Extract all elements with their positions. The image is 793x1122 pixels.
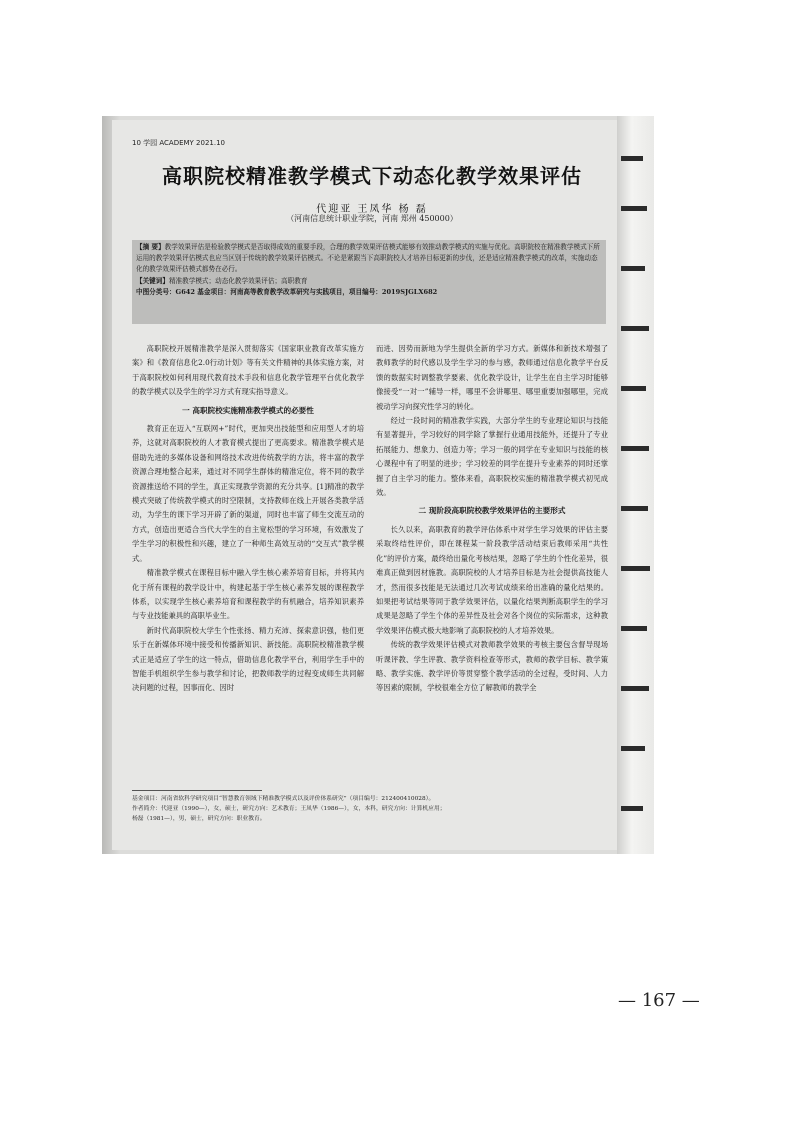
adjacent-text-fragment — [621, 506, 648, 511]
section-heading-2: 二 现阶段高职院校教学效果评估的主要形式 — [418, 506, 566, 516]
footnote-line: 杨磊（1981—），男，硕士，研究方向：职业教育。 — [132, 816, 266, 822]
intro-paragraph: 高职院校开展精准教学是深入贯彻落实《国家职业教育改革实施方案》和《教育信息化2.0行动计划》等有关文件精神的具体实施方案，对于高职院校如何利用现代教育技术手段和信息化教学管理平台优化教学的教学模式以及学生的学习方式有现实指导意义。 — [132, 344, 364, 397]
adjacent-text-fragment — [621, 326, 649, 331]
adjacent-text-fragment — [621, 386, 646, 391]
scanned-page-photo — [102, 116, 654, 854]
adjacent-page-edge — [617, 116, 654, 854]
body-paragraph: 传统的教学效果评估模式对教师教学效果的考核主要包含督导现场听课评教、学生评教、教学资料检查等形式，教师的教学目标、教学策略、教学实施、教学评价等贯穿整个教学活动的全过程，受时间、人力等因素的限制，学校很难全方位了解教师的教学全 — [376, 640, 608, 693]
keywords-text: 精准教学模式；动态化教学效果评估；高职教育 — [168, 276, 308, 285]
adjacent-text-fragment — [621, 206, 647, 211]
adjacent-text-fragment — [621, 626, 647, 631]
body-paragraph: 新时代高职院校大学生个性张扬、精力充沛、探索意识强，他们更乐于在新媒体环境中接受和传播新知识、新技能。高职院校精准教学模式正是适应了学生的这一特点，借助信息化教学平台，利用学生手中的智能手机组织学生参与教学和讨论，把教师教学的过程变成师生共同解决问题的过程，因事而化、因时 — [132, 625, 364, 693]
adjacent-text-fragment — [621, 266, 645, 271]
page-number: — 167 — — [618, 990, 700, 1011]
footnote-line: 作者简介：代迎亚（1990—），女，硕士，研究方向：艺术教育；王凤华（1986—），女，本科，研究方向：计算机应用； — [132, 806, 446, 812]
body-paragraph: 教育正在迈入“互联网+”时代，更加突出技能型和应用型人才的培养，这就对高职院校的人才教育模式提出了更高要求。精准教学模式是借助先进的多媒体设备和网络技术改进传统教学的方法，将丰富的教学资源合理地整合起来，通过对不同学生群体的精准定位，将不同的教学资源推送给不同的学生，真正实现教学资源的充分共享。[1]精准的教学模式突破了传统教学模式的时空限制，支持教师在线上开展各类教学活动，为学生的课下学习开辟了新的渠道，同时也丰富了师生交流互动的方式，创造出更适合当代大学生的自主宽松型的学习环境，有效激发了学生学习的积极性和兴趣，建立了一种师生高效互动的“交互式”教学模式。 — [132, 424, 364, 563]
article-title: 高职院校精准教学模式下动态化教学效果评估 — [162, 164, 582, 188]
running-head: 10 学园 ACADEMY 2021.10 — [132, 139, 225, 147]
body-paragraph: 长久以来，高职教育的教学评估体系中对学生学习效果的评估主要采取终结性评价，即在课程某一阶段教学活动结束后教师采用“共性化”的评价方案，最终给出量化考核结果，忽略了学生的个性化差异，很难真正做到因材施教。高职院校的人才培养目标是为社会提供高技能人才，然而很多技能是无法通过几次考试成绩来给出准确的量化结果的。如果把考试结果等同于教学效果评估，以量化结果判断高职学生的学习成果是忽略了学生个体的差异性及社会对各个岗位的实际需求，这种教学效果评估模式极大地影响了高职院校的人才培养效果。 — [376, 524, 608, 635]
left-column — [132, 342, 364, 696]
abstract-paragraph — [136, 242, 602, 276]
abstract-text: 教学效果评估是检验教学模式是否取得成效的重要手段，合理的教学效果评估模式能够有效推动教学模式的实施与优化。高职院校在精准教学模式下所运用的教学效果评估模式也应当区别于传统的教学效果评估模式。不论是紧跟当下高职院校人才培养目标更新的步伐，还是适应精准教学模式的改革，实施动态化的教学效果评估模式都势在必行。 — [136, 243, 600, 274]
adjacent-text-fragment — [621, 686, 649, 691]
body-paragraph: 而进、因势而新地为学生提供全新的学习方式。新媒体和新技术增强了教师教学的时代感以及学生学习的参与感，教师通过信息化教学平台反馈的数据实时调整教学要素、优化教学设计，让学生在自主学习时能够像接受“一对一”辅导一样，哪里不会讲哪里、哪里重要加强哪里，完成被动学习向探究性学习的转化。 — [376, 344, 608, 411]
article-page — [112, 120, 617, 850]
footnote — [132, 794, 612, 824]
section-heading-1: 一 高职院校实施精准教学模式的必要性 — [182, 405, 314, 415]
article-authors: 代迎亚 王凤华 杨 磊 — [316, 204, 428, 215]
adjacent-text-fragment — [621, 566, 650, 571]
abstract-box — [132, 240, 606, 324]
body-paragraph: 精准教学模式在课程目标中融入学生核心素养培育目标，并将其内化于所有课程的教学设计中，构建起基于学生核心素养发展的课程教学体系，以实现学生核心素养培育和课程教学的有机融合，培养知识素养与专业技能兼具的高职毕业生。 — [132, 568, 364, 621]
keywords-label: 【关键词】 — [136, 276, 169, 285]
article-affiliation: （河南信息统计职业学院，河南 郑州 450000） — [286, 214, 458, 223]
classification-line: 中图分类号：G642 基金项目：河南高等教育教学改革研究与实践项目，项目编号：2019SJGLX682 — [136, 287, 438, 296]
adjacent-text-fragment — [621, 806, 643, 811]
body-paragraph: 经过一段时间的精准教学实践，大部分学生的专业理论知识与技能有显著提升，学习较好的同学除了掌握行业通用技能外，还提升了专业拓展能力、想象力、创造力等；学习一般的同学在专业知识与技能的核心课程中有了明显的进步；学习较差的同学在提升专业素养的同时还掌握了自主学习的能力。整体来看，高职院校实施的精准教学模式初见成效。 — [376, 416, 608, 498]
adjacent-text-fragment — [621, 746, 645, 751]
footnote-rule — [132, 790, 262, 791]
right-column — [376, 342, 608, 696]
keywords-line — [136, 276, 602, 287]
footnote-line: 基金项目：河南省软科学研究项目“智慧教育领域下精准教学模式以及评价体系研究”（项目编号：212400410028）。 — [132, 796, 435, 802]
adjacent-text-fragment — [621, 156, 643, 161]
adjacent-text-fragment — [621, 446, 649, 451]
abstract-label: 【摘 要】 — [136, 243, 165, 251]
